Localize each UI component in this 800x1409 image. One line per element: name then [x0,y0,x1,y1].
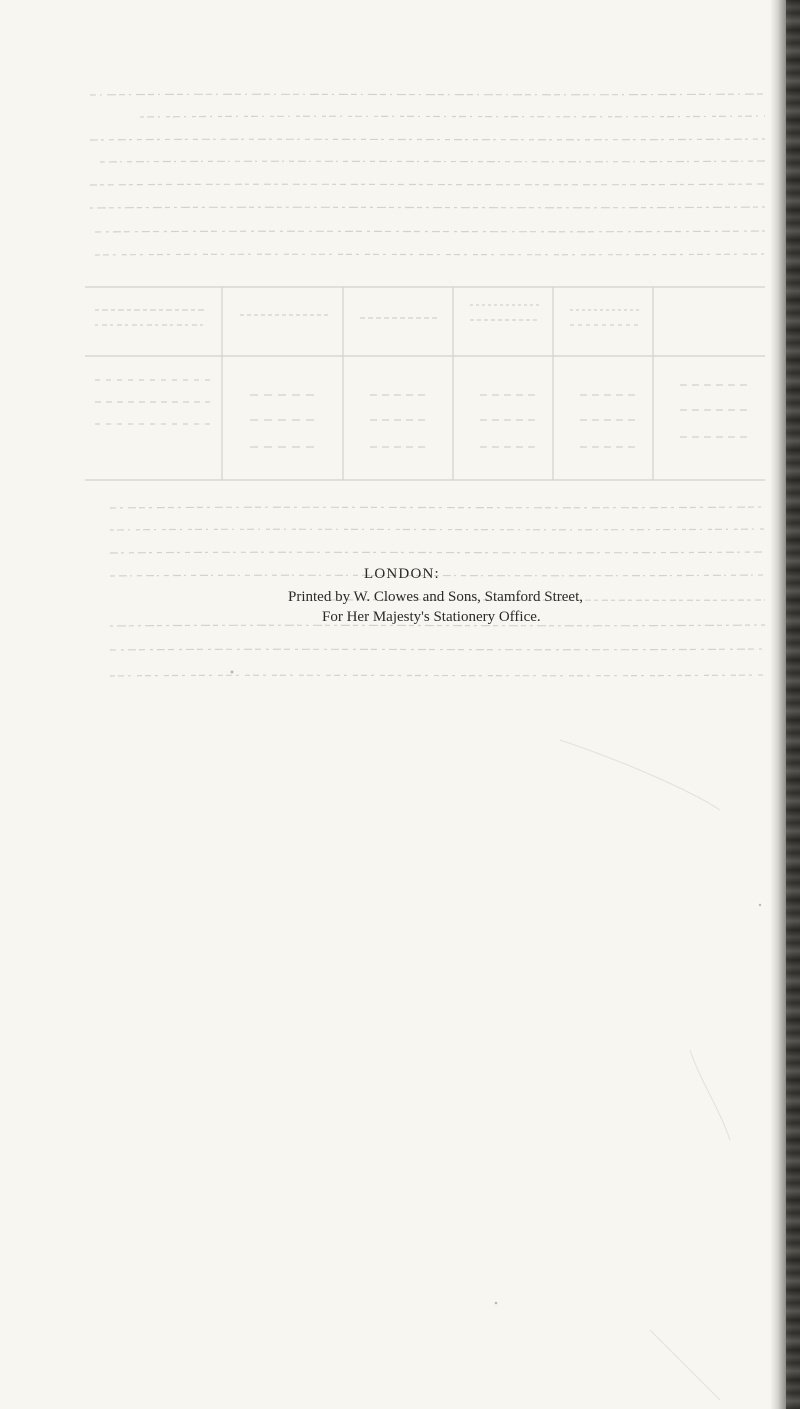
binding-edge-shadow [786,0,800,1409]
imprint-city: LONDON: [364,566,440,582]
binding-edge [770,0,800,1409]
imprint-office: For Her Majesty's Stationery Office. [322,609,541,625]
imprint-printer: Printed by W. Clowes and Sons, Stamford Street, [288,589,583,605]
